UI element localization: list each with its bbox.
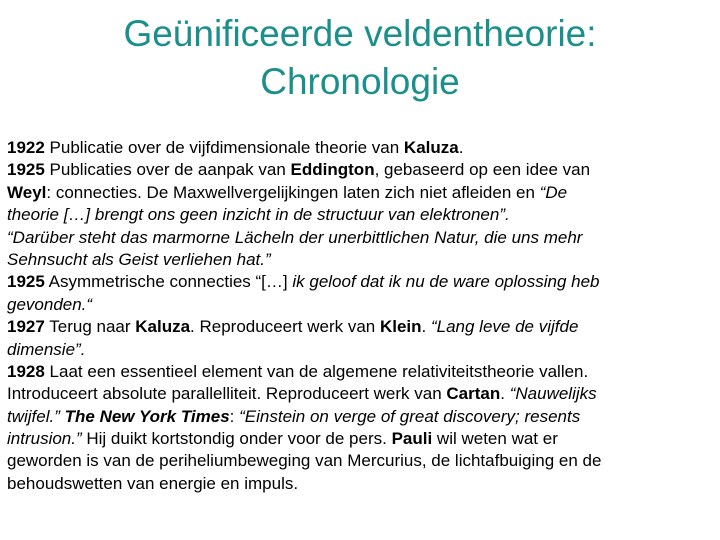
quote: “Nauwelijks [509, 384, 597, 404]
text: . Reproduceert werk van [190, 317, 380, 337]
year: 1925 [7, 272, 45, 292]
text-line-2 [7, 159, 713, 181]
text-line-9 [7, 316, 713, 338]
text: : connecties. De Maxwellvergelijkingen laten zich niet afleiden en [46, 182, 540, 202]
person-name: Eddington [290, 160, 375, 180]
text: behoudswetten van energie en impuls. [7, 473, 299, 493]
text: . [458, 138, 464, 157]
text: Laat een essentieel element van de algemene relativiteitstheorie vallen. [44, 361, 589, 381]
person-name: Cartan [446, 384, 501, 404]
text: . [500, 384, 510, 404]
text-line-12 [7, 383, 713, 405]
year: 1925 [7, 160, 45, 180]
title-line-1: Geünificeerde veldentheorie: [123, 13, 597, 54]
quote: twijfel.” [7, 406, 65, 426]
quote: Sehnsucht als Geist verliehen hat.” [7, 249, 271, 269]
quote: “De [539, 182, 568, 202]
text-line-16 [7, 473, 713, 495]
slide-title [0, 10, 720, 106]
text: . [421, 317, 431, 337]
quote: gevonden.“ [7, 294, 93, 314]
text: Asymmetrische connecties “[…] [44, 272, 293, 292]
text: Hij duikt kortstondig onder voor de pers. [81, 429, 392, 449]
newspaper-name: The New York Times [64, 406, 230, 426]
text-line-7 [7, 271, 713, 293]
text-line-11 [7, 361, 713, 383]
person-name: Weyl [7, 182, 47, 202]
text-line-5 [7, 227, 713, 249]
year: 1928 [7, 361, 45, 381]
text: , gebaseerd op een idee van [374, 160, 591, 180]
quote: ik geloof dat ik nu de ware oplossing heb [292, 272, 600, 292]
person-name: Pauli [391, 429, 433, 449]
text: Publicatie over de vijfdimensionale theorie van [44, 138, 404, 157]
text-line-1 [7, 137, 713, 159]
quote: intrusion.” [7, 429, 82, 449]
text: Terug naar [44, 317, 136, 337]
text-line-14 [7, 428, 713, 450]
quote: “Einstein on verge of great discovery; resents [239, 406, 581, 426]
text-line-10 [7, 339, 713, 361]
text: geworden is van de periheliumbeweging van Mercurius, de lichtafbuiging en de [7, 451, 602, 471]
person-name: Kaluza [135, 317, 191, 337]
text: Introduceert absolute parallelliteit. Reproduceert werk van [7, 384, 447, 404]
quote: “Darüber steht das marmorne Lächeln der unerbittlichen Natur, die uns mehr [7, 227, 583, 247]
text: Publicaties over de aanpak van [44, 160, 291, 180]
person-name: Kaluza [403, 138, 459, 157]
year: 1927 [7, 317, 45, 337]
text-line-4 [7, 204, 713, 226]
year: 1922 [7, 138, 45, 157]
text-line-8 [7, 294, 713, 316]
quote: “Lang leve de vijfde [430, 317, 579, 337]
text-line-13 [7, 406, 713, 428]
quote: theorie […] brengt ons geen inzicht in de structuur van elektronen”. [7, 205, 510, 225]
quote: dimensie”. [7, 339, 86, 359]
chronology-text [7, 137, 713, 495]
text-line-15 [7, 450, 713, 472]
text: : [229, 406, 240, 426]
title-line-2: Chronologie [260, 61, 460, 102]
text-line-3 [7, 182, 713, 204]
person-name: Klein [379, 317, 422, 337]
text-line-6 [7, 249, 713, 271]
text: wil weten wat er [432, 429, 558, 449]
